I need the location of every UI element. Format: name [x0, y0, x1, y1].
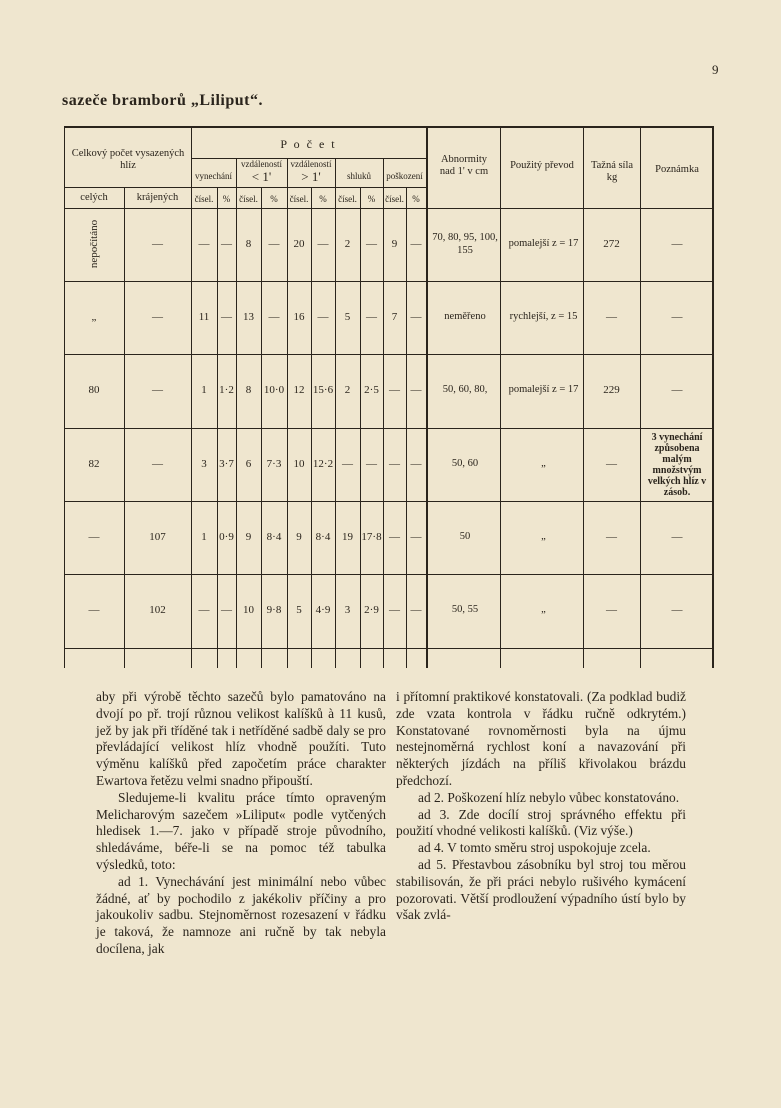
- paragraph: i přítomní praktikové konstatovali. (Za podklad budiž zde vzata kontrola v řádku ručně odkrytém.) Konstatované rovnoměrnosti byla na újmu nestejnoměrná rychlost koní a navazování při některých jízdách na příliš křivolakou brázdu předchozí.: [396, 689, 686, 788]
- table-cell-lt-p: 9·8: [266, 604, 282, 617]
- table-cell-sh-c: 5: [344, 311, 351, 324]
- table-cell-po-p: —: [410, 531, 422, 544]
- table-cell-po-p: —: [410, 458, 422, 471]
- table-cell-celych: 82: [88, 458, 100, 471]
- table-cell-sh-c: 2: [344, 238, 351, 251]
- paragraph: Sledujeme-li kvalitu práce tímto opraveným Melicharovým sazečem »Liliput« podle vytčených hledisek 1.—7. jako v případě stroje původního, shledáváme, béře-li se na pomoc též tabulka výsledků, toto:: [96, 789, 386, 872]
- table-cell-prevod: pomalejší z = 17: [508, 384, 579, 396]
- table-cell-po-c: 9: [391, 238, 398, 251]
- header-cisel: čísel.: [194, 194, 214, 204]
- table-cell-sh-c: 3: [344, 604, 351, 617]
- table-cell-abn: 50, 60, 80,: [442, 384, 488, 396]
- table-cell-krajenych: —: [152, 458, 163, 471]
- table-cell-vyn-c: 1: [201, 384, 207, 397]
- table-cell-gt-p: 15·6: [312, 384, 334, 397]
- table-cell-lt-c: 9: [245, 531, 252, 544]
- table-cell-sila: —: [606, 531, 617, 544]
- table-line: [64, 648, 714, 649]
- page-number: 9: [712, 62, 719, 77]
- header-vynechani: vynechání: [195, 171, 232, 181]
- table-cell-vyn-c: —: [198, 238, 210, 251]
- table-line: [712, 128, 714, 668]
- header-vzd-lt: vzdáleností: [241, 159, 282, 169]
- header-pct: %: [367, 194, 376, 204]
- table-cell-po-c: —: [389, 531, 400, 544]
- table-cell-pozn: 3 vynechání způsobena malým množstvým velkých hlíz v zásob.: [647, 431, 707, 498]
- header-pct: %: [412, 194, 420, 204]
- table-cell-lt-c: 8: [245, 238, 252, 251]
- table-cell-abn: 50: [459, 531, 471, 543]
- header-cisel: čísel.: [289, 194, 309, 204]
- header-pouzity-prevod: Použitý převod: [510, 160, 574, 171]
- table-cell-gt-p: —: [317, 311, 329, 324]
- table-cell-celych: —: [88, 604, 100, 617]
- table-cell-sila: —: [606, 458, 617, 471]
- header-tazna-sila: Tažná síla kg: [590, 160, 634, 184]
- table-cell-krajenych: 107: [149, 531, 166, 544]
- table-cell-abn: neměřeno: [444, 311, 486, 323]
- table-cell-krajenych: —: [152, 384, 163, 397]
- header-celkovy: Celkový počet vysazených hlíz: [71, 148, 185, 172]
- table-cell-vyn-c: 3: [201, 458, 207, 471]
- header-pct: %: [319, 194, 327, 204]
- paragraph: ad 4. V tomto směru stroj uspokojuje zcela.: [418, 840, 651, 856]
- header-vzd-gt-sym: > 1': [301, 169, 321, 184]
- text-column-left: [96, 689, 386, 958]
- table-cell-celych: nepočítáno: [88, 219, 100, 268]
- table-cell-po-p: —: [410, 384, 422, 397]
- header-krajenych: krájených: [136, 192, 179, 203]
- table-cell-vyn-p: —: [221, 604, 232, 617]
- header-vzd-gt: vzdáleností: [290, 159, 332, 169]
- header-abnormity: Abnormity nad 1' v cm: [439, 154, 489, 178]
- table-cell-po-c: 7: [391, 311, 398, 324]
- table-line: [500, 128, 501, 668]
- paragraph: ad 2. Poškození hlíz nebylo vůbec konstatováno.: [418, 789, 680, 805]
- table-cell-sh-p: 2·5: [364, 384, 379, 397]
- text-column-right: [396, 689, 686, 924]
- table-cell-lt-c: 13: [243, 311, 254, 324]
- header-shluku: shluků: [346, 171, 371, 181]
- table-cell-prevod: pomalejší z = 17: [508, 238, 579, 250]
- table-cell-vyn-p: —: [221, 311, 232, 324]
- table-line: [640, 128, 641, 668]
- header-pocet: P o č e t: [280, 137, 337, 151]
- table-cell-po-p: —: [410, 238, 422, 251]
- table-cell-krajenych: 102: [149, 604, 166, 617]
- table-cell-po-c: —: [389, 604, 400, 617]
- table-cell-celych: —: [88, 531, 100, 544]
- table-cell-pozn: —: [671, 531, 683, 544]
- header-cisel: čísel.: [239, 194, 258, 204]
- table-cell-po-c: —: [389, 458, 400, 471]
- table-cell-vyn-p: 0·9: [219, 531, 234, 544]
- header-pct: %: [222, 194, 231, 204]
- table-cell-gt-c: 10: [293, 458, 305, 471]
- table-cell-sh-c: —: [342, 458, 353, 471]
- table-cell-gt-c: 12: [293, 384, 305, 397]
- table-cell-po-p: —: [410, 311, 422, 324]
- table-cell-gt-p: —: [317, 238, 329, 251]
- table-cell-pozn: —: [671, 384, 683, 397]
- table-cell-sh-p: 17·8: [361, 531, 382, 544]
- table-cell-vyn-c: —: [198, 604, 210, 617]
- table-cell-pozn: —: [671, 238, 683, 251]
- paragraph: ad 1. Vynechávání jest minimální nebo vůbec žádné, ať by pochodilo z jakékoliv příčiny a pro jakoukoliv sadbu. Stejnoměrnost rozesazení v řádku je taková, že namnoze ani ručně by tak nebyla docílena, jak: [96, 873, 386, 956]
- table-cell-vyn-p: 3·7: [219, 458, 234, 471]
- table-cell-abn: 50, 60: [451, 458, 479, 470]
- table-cell-celych: „: [91, 311, 97, 324]
- table-cell-vyn-p: 1·2: [219, 384, 234, 397]
- table-line: [64, 187, 426, 188]
- table-cell-gt-c: 20: [293, 238, 305, 251]
- table-cell-lt-c: 6: [245, 458, 252, 471]
- table-line: [426, 128, 428, 668]
- header-vzd-lt-sym: < 1': [251, 169, 272, 184]
- table-cell-sila: —: [606, 311, 617, 324]
- table-cell-sh-p: 2·9: [364, 604, 379, 617]
- table-cell-po-c: —: [389, 384, 400, 397]
- table-cell-sila: 272: [603, 238, 620, 251]
- page-heading: sazeče bramborů „Liliput“.: [62, 92, 263, 109]
- table-cell-sh-p: —: [366, 238, 377, 251]
- table-cell-lt-c: 10: [243, 604, 254, 617]
- table-cell-abn: 50, 55: [451, 604, 479, 616]
- table-cell-gt-p: 8·4: [315, 531, 331, 544]
- table-cell-prevod: „: [541, 531, 546, 543]
- paragraph: aby při výrobě těchto sazečů bylo pamatováno na dvojí po př. trojí různou velikost kalíšků à 11 kusů, jež by jak při tříděné tak i netříděné sadbě daly se pro převládající velikost hlíz vhodně použíti. Tuto výměnu kalíšků před započetím práce charakter Ewartova řetězu velmi snadno připouští.: [96, 689, 386, 788]
- table-cell-lt-p: —: [268, 311, 280, 324]
- table-cell-lt-p: —: [268, 238, 280, 251]
- table-cell-sh-c: 19: [342, 531, 353, 544]
- table-cell-pozn: —: [671, 604, 683, 617]
- table-cell-vyn-p: —: [221, 238, 232, 251]
- table-cell-pozn: —: [671, 311, 683, 324]
- table-cell-sila: 229: [603, 384, 620, 397]
- table-cell-sh-c: 2: [344, 384, 351, 397]
- table-cell-krajenych: —: [152, 311, 163, 324]
- table-cell-prevod: „: [541, 604, 546, 616]
- header-cisel: čísel.: [385, 194, 404, 204]
- results-table: [64, 126, 714, 668]
- table-cell-krajenych: —: [152, 238, 163, 251]
- table-cell-gt-p: 4·9: [315, 604, 331, 617]
- table-cell-sila: —: [606, 604, 617, 617]
- table-cell-sh-p: —: [366, 458, 377, 471]
- table-cell-vyn-c: 11: [198, 311, 210, 324]
- table-cell-prevod: „: [541, 458, 546, 470]
- table-cell-lt-c: 8: [245, 384, 252, 397]
- header-poznamka: Poznámka: [655, 164, 699, 175]
- table-cell-lt-p: 8·4: [266, 531, 282, 544]
- table-cell-lt-p: 7·3: [266, 458, 282, 471]
- table-cell-abn: 70, 80, 95, 100, 155: [432, 232, 498, 256]
- header-poskozeni: poškození: [386, 171, 423, 181]
- table-cell-lt-p: 10·0: [263, 384, 285, 397]
- header-celych: celých: [80, 192, 108, 203]
- paragraph: ad 3. Zde docílí stroj správného effektu při použití vhodné velikosti kalíšků. (Viz výše.): [396, 806, 686, 839]
- table-cell-prevod: rychlejší, z = 15: [509, 311, 578, 323]
- table-cell-sh-p: —: [366, 311, 377, 324]
- table-cell-celych: 80: [88, 384, 100, 397]
- table-cell-gt-c: 16: [293, 311, 305, 324]
- table-cell-gt-c: 5: [296, 604, 302, 617]
- table-cell-gt-p: 12·2: [312, 458, 334, 471]
- table-cell-vyn-c: 1: [201, 531, 207, 544]
- table-cell-po-p: —: [410, 604, 422, 617]
- header-pct: %: [270, 194, 278, 204]
- table-cell-gt-c: 9: [296, 531, 302, 544]
- paragraph: ad 5. Přestavbou zásobníku byl stroj tou měrou stabilisován, že při práci nebylo rušivého kymácení pozorovati. Větší prodloužení výpadního ústí bylo by však zvlá-: [396, 856, 686, 923]
- header-cisel: čísel.: [338, 194, 357, 204]
